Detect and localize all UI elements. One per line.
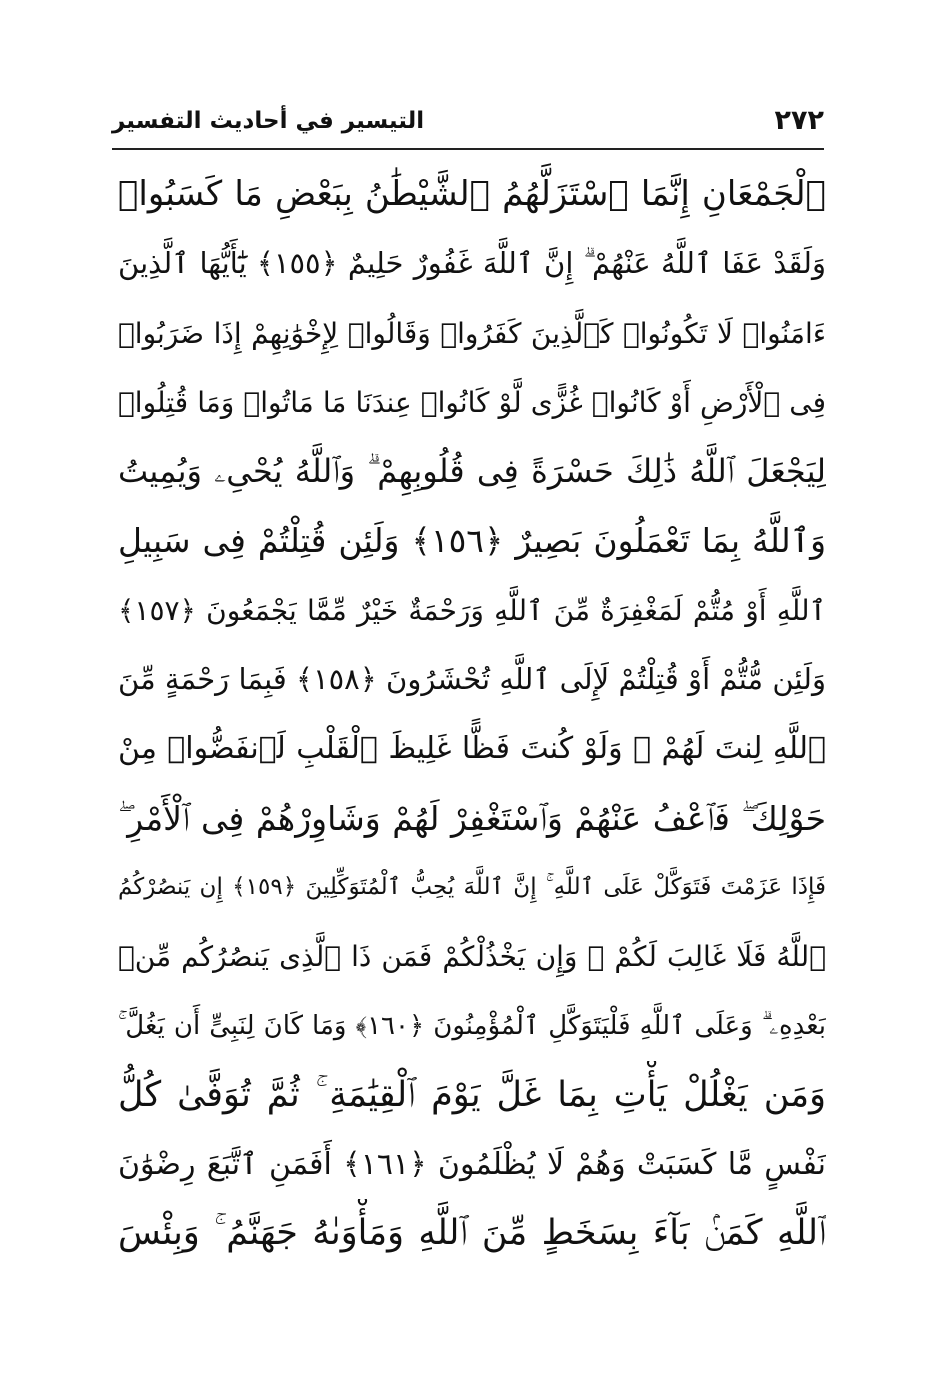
page-number: ٢٧٢: [774, 105, 824, 136]
page-header: [112, 100, 824, 144]
text-line: لِيَجْعَلَ ٱللَّهُ ذَٰلِكَ حَسْرَةً فِى قُلُوبِهِمْ ۗ وَٱللَّهُ يُحْىِۦ وَيُمِيتُ: [118, 452, 826, 491]
text-line: وَلَقَدْ عَفَا ٱللَّهُ عَنْهُمْ ۗ إِنَّ ٱللَّهَ غَفُورٌ حَلِيمٌ ﴿١٥٥﴾ يَٰٓأَيُّهَا ٱلَّذِينَ: [118, 246, 826, 281]
text-line: ٱللَّهِ أَوْ مُتُّمْ لَمَغْفِرَةٌ مِّنَ ٱللَّهِ وَرَحْمَةٌ خَيْرٌ مِّمَّا يَجْمَعُونَ ﴿١٥٧﴾: [118, 593, 826, 627]
text-line: فَإِذَا عَزَمْتَ فَتَوَكَّلْ عَلَى ٱللَّهِ ۚ إِنَّ ٱللَّهَ يُحِبُّ ٱلْمُتَوَكِّلِينَ ﴿١٥٩﴾ إِن يَنصُرْكُمُ: [118, 873, 826, 900]
text-line: نَفْسٍ مَّا كَسَبَتْ وَهُمْ لَا يُظْلَمُونَ ﴿١٦١﴾ أَفَمَنِ ٱتَّبَعَ رِضْوَٰنَ: [118, 1147, 826, 1183]
text-line: ٱلْجَمْعَانِ إِنَّمَا ٱسْتَزَلَّهُمُ ٱلشَّيْطَٰنُ بِبَعْضِ مَا كَسَبُوا۟: [118, 174, 826, 214]
header-rule: [112, 148, 824, 150]
text-line: ءَامَنُوا۟ لَا تَكُونُوا۟ كَٱلَّذِينَ كَفَرُوا۟ وَقَالُوا۟ لِإِخْوَٰنِهِمْ إِذَا ضَرَبُوا۟: [118, 316, 826, 350]
quran-text-block: [118, 160, 826, 1269]
running-title: التيسير في أحاديث التفسير: [112, 108, 425, 134]
text-line: بَعْدِهِۦ ۗ وَعَلَى ٱللَّهِ فَلْيَتَوَكَّلِ ٱلْمُؤْمِنُونَ ﴿١٦٠﴾ وَمَا كَانَ لِنَبِىٍّ أَن يَغُلَّ ۚ: [118, 1010, 826, 1041]
text-line: فِى ٱلْأَرْضِ أَوْ كَانُوا۟ غُزًّى لَّوْ كَانُوا۟ عِندَنَا مَا مَاتُوا۟ وَمَا قُتِلُوا۟: [118, 385, 826, 419]
text-line: ٱللَّهُ فَلَا غَالِبَ لَكُمْ ۖ وَإِن يَخْذُلْكُمْ فَمَن ذَا ٱلَّذِى يَنصُرُكُم مِّنۢ: [118, 940, 826, 974]
text-line: وَمَن يَغْلُلْ يَأْتِ بِمَا غَلَّ يَوْمَ ٱلْقِيَٰمَةِ ۚ ثُمَّ تُوَفَّىٰ كُلُّ: [118, 1074, 826, 1115]
text-line: وَلَئِن مُّتُّمْ أَوْ قُتِلْتُمْ لَإِلَى ٱللَّهِ تُحْشَرُونَ ﴿١٥٨﴾ فَبِمَا رَحْمَةٍ مِّنَ: [118, 662, 826, 697]
text-line: وَٱللَّهُ بِمَا تَعْمَلُونَ بَصِيرٌ ﴿١٥٦﴾ وَلَئِن قُتِلْتُمْ فِى سَبِيلِ: [118, 521, 826, 561]
text-line: حَوْلِكَ ۖ فَٱعْفُ عَنْهُمْ وَٱسْتَغْفِرْ لَهُمْ وَشَاوِرْهُمْ فِى ٱلْأَمْرِ ۖ: [118, 798, 826, 838]
text-line: ٱللَّهِ لِنتَ لَهُمْ ۖ وَلَوْ كُنتَ فَظًّا غَلِيظَ ٱلْقَلْبِ لَٱنفَضُّوا۟ مِنْ: [118, 731, 826, 767]
text-line: ٱللَّهِ كَمَنۢ بَآءَ بِسَخَطٍ مِّنَ ٱللَّهِ وَمَأْوَىٰهُ جَهَنَّمُ ۚ وَبِئْسَ: [118, 1213, 826, 1254]
